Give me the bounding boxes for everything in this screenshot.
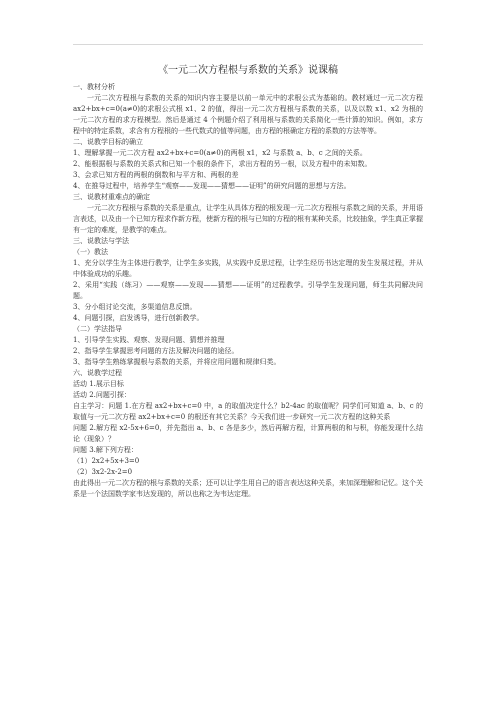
paragraph: 一元二次方程根与系数的关系是重点，让学生从具体方程的根发现一元二次方程根与系数之间的关系，并用语言表述，以及由一个已知方程求作新方程，使新方程的根与已知的方程的根有某种关系，比较抽象，学生真正掌握有一定的难度，是教学的难点。: [73, 204, 423, 234]
section-heading: 二、说教学目标的确立: [73, 138, 143, 146]
equation-line: （2）3x2-2x-2=0: [73, 468, 133, 476]
activity-line: 活动 2.问题引探：: [73, 391, 131, 399]
subsection-heading: （一）教法: [73, 248, 108, 256]
paragraph: 由此得出一元二次方程的根与系数的关系；还可以让学生用自己的语言表达这种关系，来加深理解和记忆。这个关系是一个法国数学家韦达发现的，所以也称之为韦达定理。: [73, 479, 423, 498]
list-item: 2、能根据根与系数的关系式和已知一个根的条件下，求出方程的另一根，以及方程中的未知数。: [73, 160, 372, 168]
subsection-heading: （二）学法指导: [73, 325, 122, 333]
section-heading: 三、说教法与学法: [73, 237, 129, 245]
list-item: 3、指导学生熟练掌握根与系数的关系，并将应用问题和规律归类。: [73, 358, 281, 366]
section-heading: 六、说教学过程: [73, 369, 122, 377]
document-body: [73, 64, 423, 500]
paragraph: 问题 3.解下列方程：: [73, 446, 138, 454]
list-item: 3、会求已知方程的两根的倒数和与平方和、两根的差: [73, 171, 239, 179]
list-item: 1、充分以学生为主体进行教学，让学生多实践，从实践中反思过程，让学生经历书达定理的发生发展过程，并从中体验成功的乐趣。: [73, 259, 423, 278]
list-item: 1、理解掌握一元二次方程 ax2+bx+c=0(a≠0)的两根 x1，x2 与系数 a、b、c 之间的关系。: [73, 149, 367, 157]
paragraph: 一元二次方程根与系数的关系的知识内容主要是以前一单元中的求根公式为基础的。教材通过一元二次方程 ax2+bx+c=0(a≠0)的求根公式根 x1、2 的值，得出一元二次方程根与系数的关系，以及以数 x1、x2 为根的一元二次方程的求方程模型。然后是通过 4 个例题介绍了利用根与系数的关系简化一些计算的知识。例如，求方程中的特定系数，求含有方程根的一些代数式的值等问题，由方程的根确定方程的系数的方法等等。: [73, 94, 423, 135]
list-item: 4、在推导过程中，培养学生“观察——发现——猜想——证明”的研究问题的思想与方法。: [73, 182, 351, 190]
list-item: 3、分小组讨论交流，多渠道信息反馈。: [73, 303, 197, 311]
header-rule: [73, 44, 423, 45]
document-title: 《一元二次方程根与系数的关系》说课稿: [158, 65, 338, 76]
paragraph: 问题 2.解方程 x2-5x+6=0，并先指出 a、b、c 各是多少，然后再解方程，计算两根的和与积，你能发现什么结论（现象）？: [73, 424, 423, 443]
paragraph: 自主学习：问题 1.在方程 ax2+bx+c=0 中，a 的取值决定什么？b2-4ac 的取值呢？同学们可知道 a、b、c 的取值与一元二次方程 ax2+bx+c=0 的根还有其它关系？今天我们进一步研究一元二次方程的这种关系: [73, 402, 423, 421]
section-heading: 一、教材分析: [73, 83, 115, 91]
list-item: 2、采用“实践（练习）——观察——发现——猜想——证明”的过程教学。引导学生发现问题，师生共同解决问题。: [73, 281, 423, 300]
list-item: 1、引导学生实践、观察、发现问题、猜想并推理: [73, 336, 225, 344]
equation-line: （1）2x2+5x+3=0: [73, 457, 140, 465]
list-item: 4、问题引探，启发诱导，进行创新教学。: [73, 314, 204, 322]
activity-line: 活动 1.展示目标: [73, 380, 124, 388]
list-item: 2、指导学生掌握思考问题的方法及解决问题的途径。: [73, 347, 239, 355]
section-heading: 三、说教材重难点的确定: [73, 193, 150, 201]
